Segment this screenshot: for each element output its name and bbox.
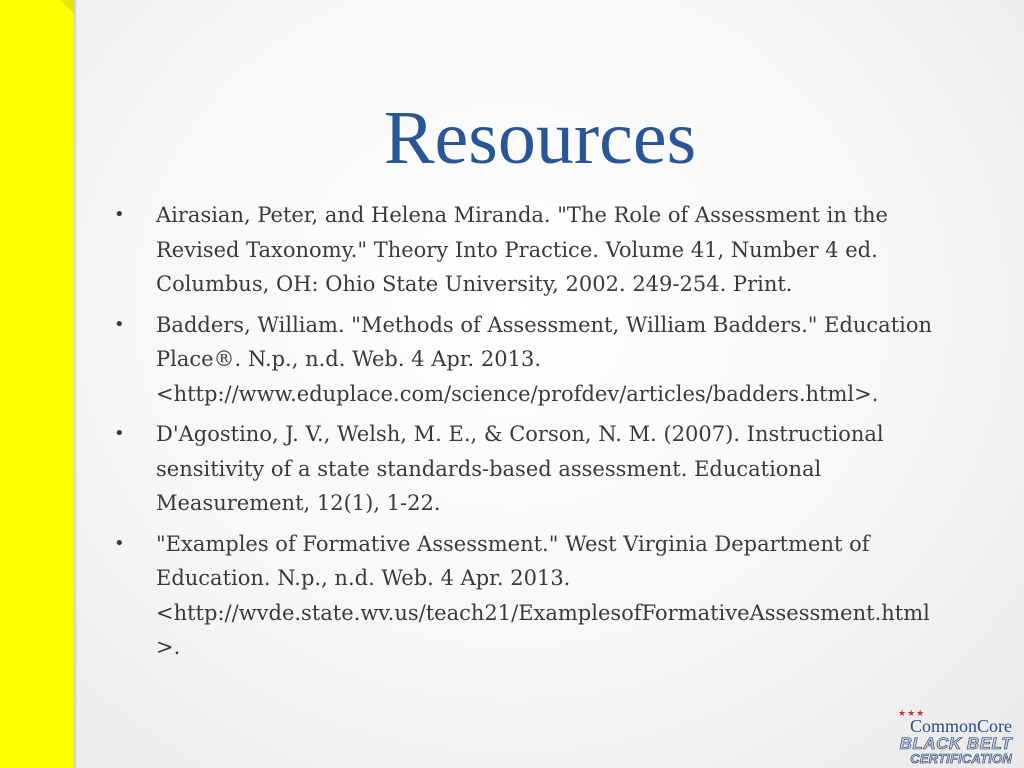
logo-certification: CERTIFICATION: [910, 751, 1012, 766]
reference-item: [114, 198, 944, 302]
logo-black-belt: BLACK BELT: [899, 734, 1012, 753]
reference-text: Airasian, Peter, and Helena Miranda. "The Role of Assessment in the Revised Taxonomy." Theory Into Practice. Volume 41, Number 4 ed. Columbus, OH: Ohio State University, 2002. 249-254. Print.: [156, 203, 888, 296]
reference-item: [114, 527, 944, 665]
logo-common-core: [884, 708, 1012, 736]
bullet-icon: •: [114, 423, 125, 444]
yellow-side-bar: [0, 0, 74, 768]
reference-item: [114, 417, 944, 521]
bullet-icon: •: [114, 204, 125, 225]
side-bar-fold: [60, 0, 74, 14]
logo-stars-icon: ★★★: [898, 708, 926, 718]
slide-title: Resources: [383, 96, 697, 180]
side-bar-shadow: [74, 0, 77, 768]
reference-text: Badders, William. "Methods of Assessment, William Badders." Education Place®. N.p., n.d. Web. 4 Apr. 2013. <http://www.eduplace.com/science/profdev/articles/badders.html>.: [156, 312, 933, 406]
logo-line1: CommonCore: [910, 716, 1012, 736]
bullet-icon: •: [114, 532, 125, 554]
reference-text: D'Agostino, J. V., Welsh, M. E., & Corson, N. M. (2007). Instructional sensitivity of a state standards-based assessment. Educational Measurement, 12(1), 1-22.: [156, 422, 884, 515]
reference-item: [114, 308, 944, 412]
reference-list: [114, 198, 944, 671]
bullet-icon: •: [114, 313, 125, 335]
common-core-black-belt-logo: [884, 708, 1012, 766]
reference-text: "Examples of Formative Assessment." West Virginia Department of Education. N.p., n.d. Web. 4 Apr. 2013. <http://wvde.state.wv.us/teach21/ExamplesofFormativeAssessment.html>.: [156, 531, 930, 659]
